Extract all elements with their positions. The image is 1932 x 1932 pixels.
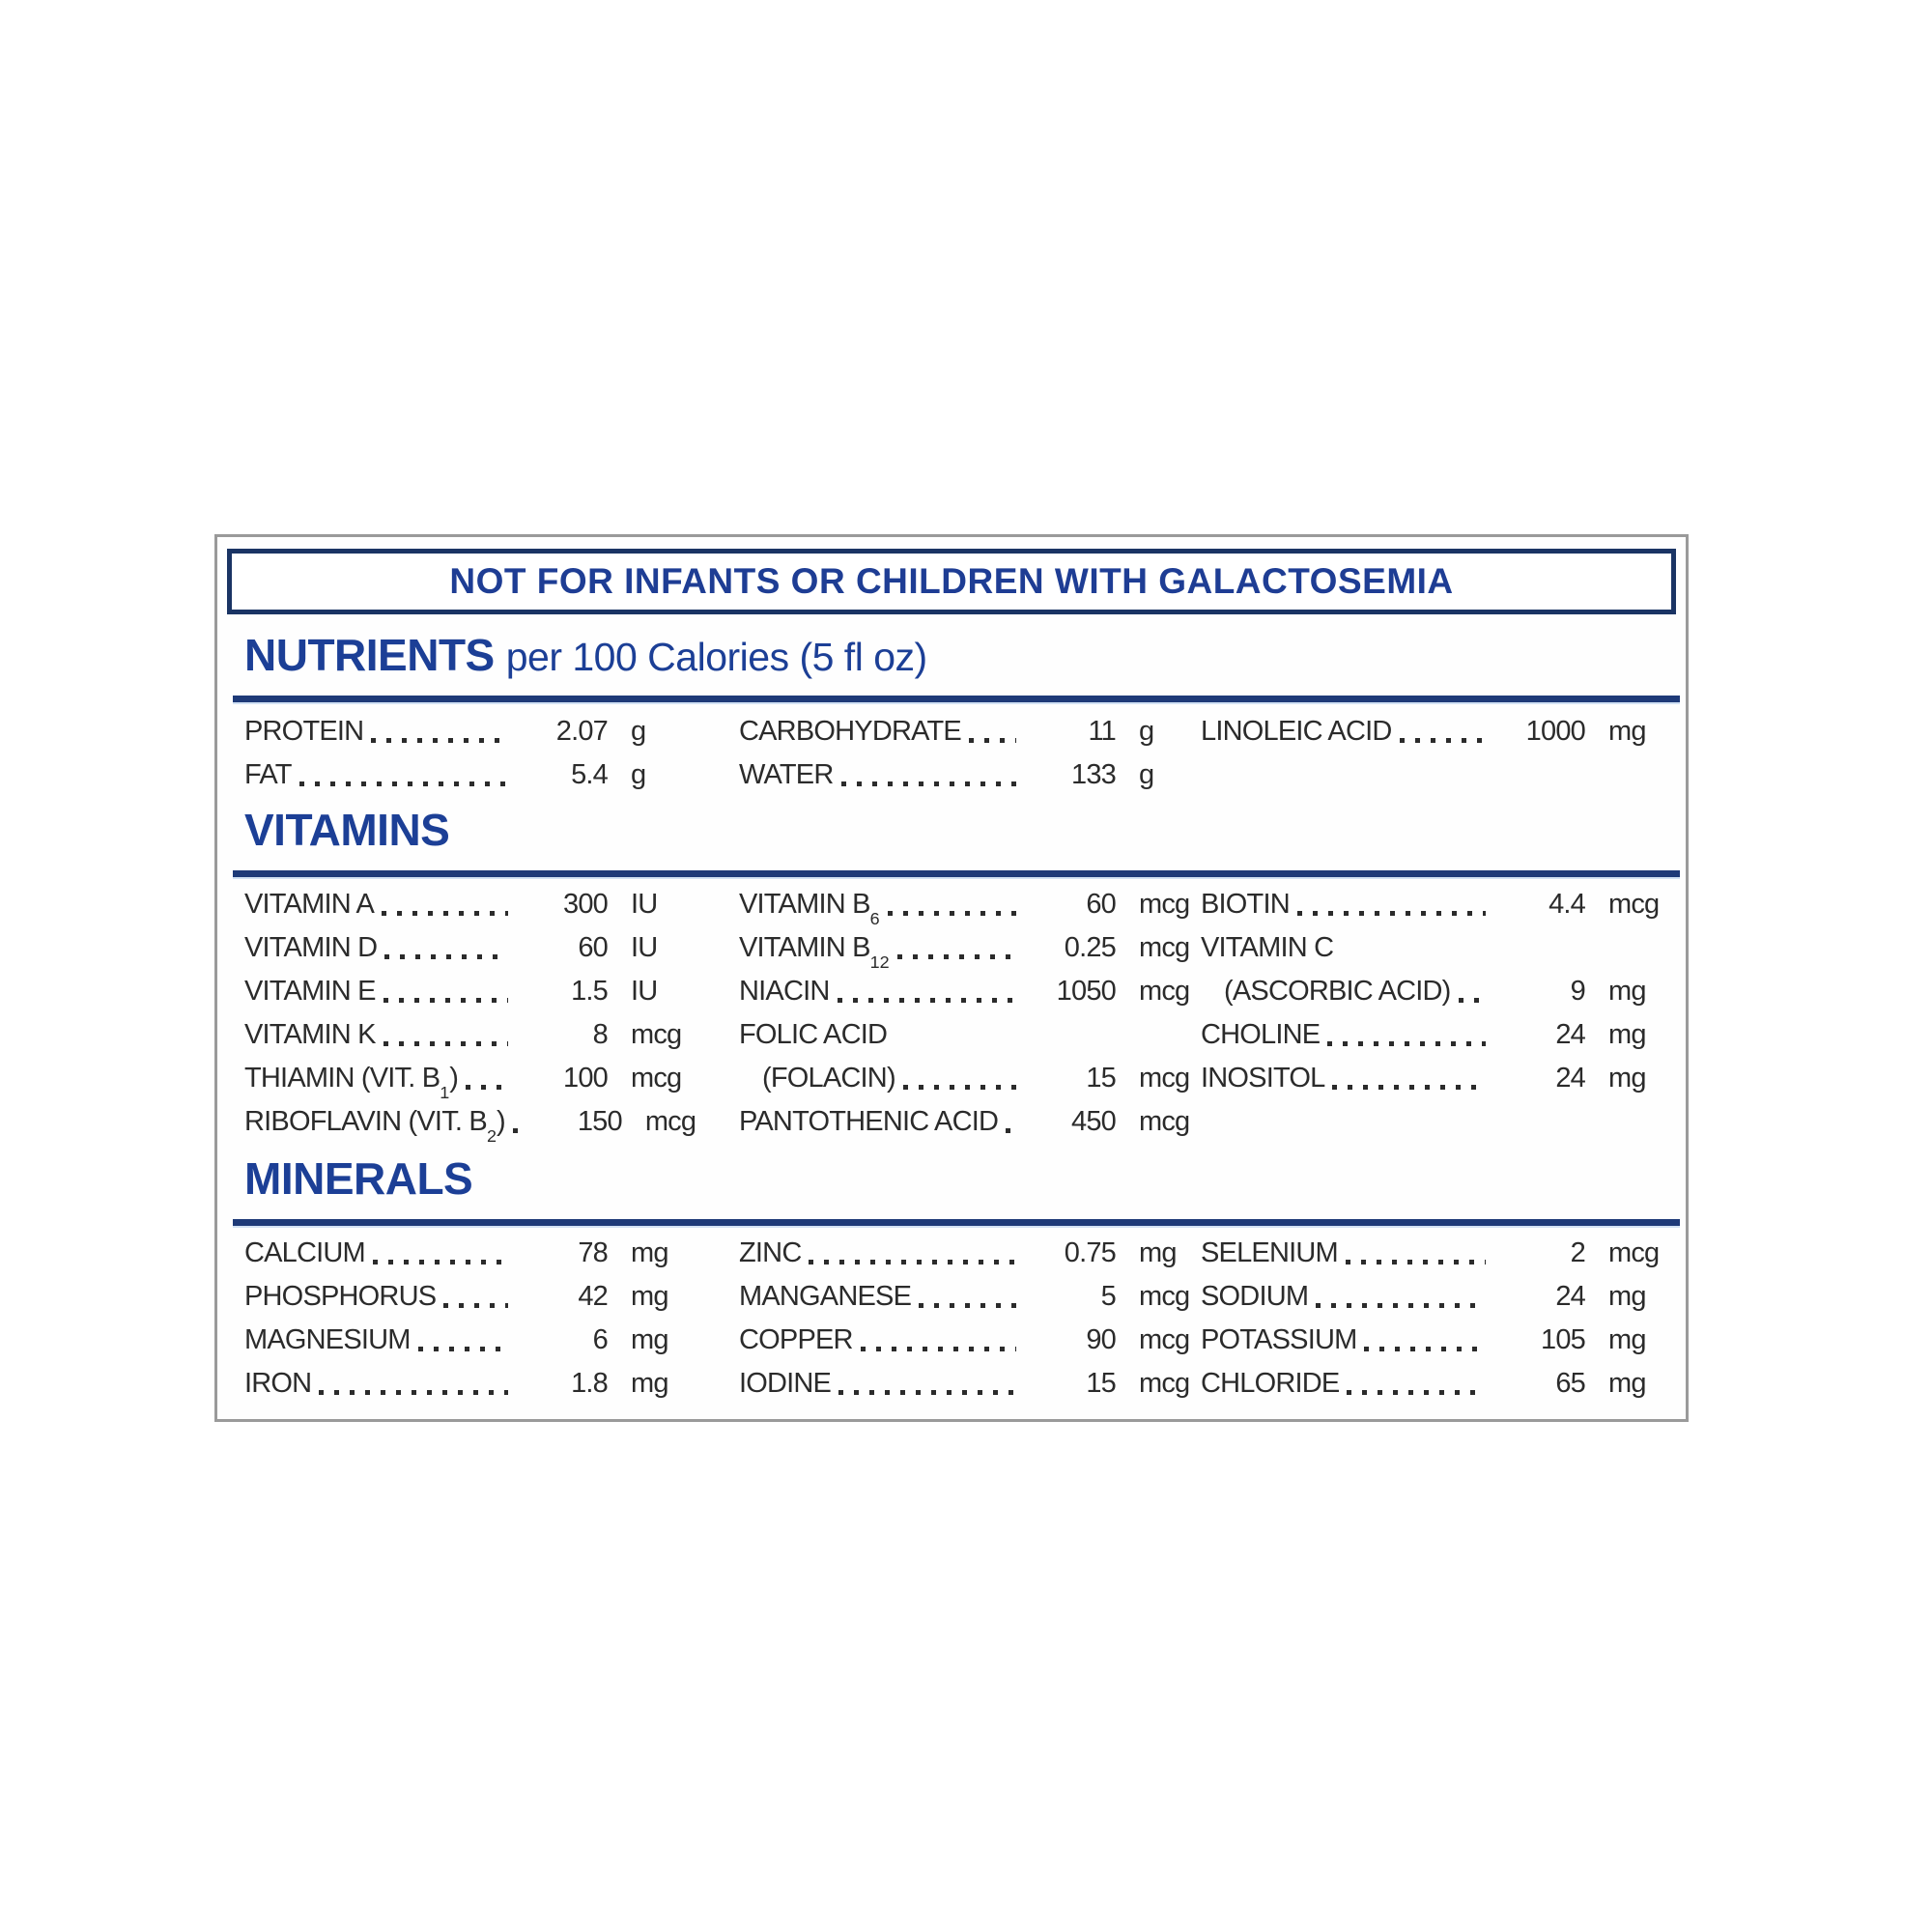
row-value: 15 [1086, 1368, 1116, 1399]
row-value: 4.4 [1548, 889, 1585, 920]
row-label: PROTEIN [244, 716, 364, 747]
section-rule [233, 1219, 1680, 1226]
row-unit: mg [1608, 1281, 1646, 1312]
nutrient-row [739, 710, 1201, 753]
dot-leader [418, 1347, 508, 1351]
row-label: CALCIUM [244, 1237, 365, 1268]
dot-leader [371, 738, 508, 743]
dot-leader [1316, 1303, 1486, 1308]
dot-leader [888, 911, 1016, 916]
dot-leader [466, 1085, 508, 1090]
row-unit: mg [1608, 976, 1646, 1007]
row-unit: mg [1608, 1368, 1646, 1399]
nutrient-row [739, 1057, 1201, 1100]
dot-leader [919, 1303, 1016, 1308]
row-label: NIACIN [739, 976, 830, 1007]
dot-leader [1327, 1041, 1486, 1046]
nutrient-row [244, 1013, 739, 1057]
row-unit: mcg [1139, 1368, 1190, 1399]
dot-leader [443, 1303, 508, 1308]
row-value: 1.8 [571, 1368, 608, 1399]
dot-leader [384, 1041, 508, 1046]
row-unit: mg [631, 1324, 668, 1355]
nutrient-row [244, 1275, 739, 1319]
nutrient-row [1201, 1013, 1670, 1057]
nutrient-row [244, 970, 739, 1013]
label-content [217, 632, 1686, 1406]
row-label: CHLORIDE [1201, 1368, 1340, 1399]
row-value: 5 [1100, 1281, 1116, 1312]
dot-leader [1347, 1390, 1486, 1395]
row-unit: mg [1608, 1063, 1646, 1094]
row-label: CARBOHYDRATE [739, 716, 961, 747]
row-value: 100 [563, 1063, 608, 1094]
row-label: SELENIUM [1201, 1237, 1338, 1268]
row-value: 9 [1570, 976, 1585, 1007]
row-value: 2.07 [555, 716, 608, 747]
row-unit: g [631, 759, 646, 790]
nutrients-column-2 [739, 710, 1201, 797]
nutrient-row [244, 1362, 739, 1406]
row-label: MAGNESIUM [244, 1324, 411, 1355]
nutrient-row [1201, 1057, 1670, 1100]
row-unit: mcg [631, 1063, 682, 1094]
row-label: VITAMIN C [1201, 932, 1334, 963]
dot-leader [1346, 1260, 1486, 1264]
minerals-column-2 [739, 1232, 1201, 1406]
row-unit: mg [1608, 1019, 1646, 1050]
nutrient-row [244, 1057, 739, 1100]
row-unit: mg [631, 1281, 668, 1312]
row-unit: mg [1608, 716, 1646, 747]
row-unit: mcg [631, 1019, 682, 1050]
row-label: IRON [244, 1368, 312, 1399]
row-value: 8 [592, 1019, 608, 1050]
row-unit: IU [631, 889, 658, 920]
vitamins-column-1 [244, 883, 739, 1144]
row-value: 78 [578, 1237, 608, 1268]
dot-leader [299, 781, 508, 786]
row-label: VITAMIN $B_{12}$ [739, 932, 890, 972]
row-value: 105 [1541, 1324, 1585, 1355]
row-label: VITAMIN K [244, 1019, 376, 1050]
vitamins-column-2 [739, 883, 1201, 1144]
row-unit: mg [1139, 1237, 1177, 1268]
row-label: (ASCORBIC ACID) [1224, 976, 1451, 1007]
nutrient-row [739, 753, 1201, 797]
row-value: 0.75 [1064, 1237, 1116, 1268]
nutrient-row [1201, 1362, 1670, 1406]
row-unit: mcg [1608, 1237, 1660, 1268]
row-unit: g [1139, 759, 1154, 790]
row-value: 11 [1088, 716, 1116, 747]
row-value: 60 [1086, 889, 1116, 920]
dot-leader [861, 1347, 1016, 1351]
minerals-column-1 [244, 1232, 739, 1406]
row-value: 2 [1570, 1237, 1585, 1268]
row-value: 300 [563, 889, 608, 920]
nutrient-row [1201, 710, 1670, 753]
row-label: POTASSIUM [1201, 1324, 1357, 1355]
minerals-title: MINERALS [244, 1153, 473, 1204]
row-label: VITAMIN E [244, 976, 376, 1007]
row-value: 24 [1555, 1281, 1585, 1312]
row-unit: mcg [1139, 1106, 1190, 1137]
dot-leader [1006, 1128, 1016, 1133]
row-unit: mcg [1139, 1063, 1190, 1094]
row-value: 1.5 [571, 976, 608, 1007]
section-rule [233, 696, 1680, 702]
nutrient-row [739, 883, 1201, 926]
row-value: 60 [578, 932, 608, 963]
nutrient-row [244, 710, 739, 753]
nutrient-row [739, 1275, 1201, 1319]
row-value: 150 [577, 1106, 622, 1137]
row-unit: mg [631, 1368, 668, 1399]
dot-leader [384, 954, 508, 959]
dot-leader [969, 738, 1016, 743]
nutrient-row [1201, 883, 1670, 926]
row-label: (FOLACIN) [762, 1063, 895, 1094]
nutrient-row [244, 1232, 739, 1275]
row-label: WATER [739, 759, 834, 790]
dot-leader [1332, 1085, 1486, 1090]
row-unit: mcg [1139, 976, 1190, 1007]
row-unit: g [1139, 716, 1154, 747]
nutrient-row [739, 1100, 1201, 1144]
row-label: VITAMIN D [244, 932, 378, 963]
row-unit: IU [631, 932, 658, 963]
minerals-rows [244, 1232, 1670, 1406]
row-unit: mcg [1139, 1324, 1190, 1355]
nutrient-row [739, 1232, 1201, 1275]
galactosemia-warning-banner: NOT FOR INFANTS OR CHILDREN WITH GALACTOSEMIA [227, 549, 1676, 614]
row-unit: mcg [1139, 889, 1190, 920]
nutrient-row [1201, 1319, 1670, 1362]
dot-leader [513, 1128, 523, 1133]
row-label: VITAMIN $B_6$ [739, 889, 880, 928]
dot-leader [903, 1085, 1016, 1090]
nutrient-row [244, 883, 739, 926]
row-label: PHOSPHORUS [244, 1281, 437, 1312]
row-label: THIAMIN (VIT. $B_1$) [244, 1063, 459, 1102]
dot-leader [384, 998, 508, 1003]
dot-leader [841, 781, 1017, 786]
row-label: PANTOTHENIC ACID [739, 1106, 999, 1137]
nutrient-row [244, 753, 739, 797]
dot-leader [382, 911, 508, 916]
row-unit: mcg [644, 1106, 696, 1137]
row-value: 1000 [1525, 716, 1585, 747]
row-value: 90 [1086, 1324, 1116, 1355]
row-value: 1050 [1056, 976, 1116, 1007]
minerals-section-header [244, 1155, 1670, 1213]
row-label: VITAMIN A [244, 889, 375, 920]
row-unit: mcg [1139, 932, 1190, 963]
row-label: INOSITOL [1201, 1063, 1325, 1094]
nutrient-row [739, 1013, 1201, 1057]
row-value: 450 [1071, 1106, 1116, 1137]
nutrients-rows [244, 710, 1670, 797]
nutrient-row [244, 1319, 739, 1362]
nutrient-row [1201, 926, 1670, 970]
row-value: 6 [592, 1324, 608, 1355]
dot-leader [373, 1260, 508, 1264]
row-value: 65 [1555, 1368, 1585, 1399]
vitamins-rows [244, 883, 1670, 1144]
nutrient-row [739, 1319, 1201, 1362]
dot-leader [1297, 911, 1486, 916]
row-label: ZINC [739, 1237, 802, 1268]
nutrients-column-1 [244, 710, 739, 797]
row-unit: mg [1608, 1324, 1646, 1355]
dot-leader [838, 1390, 1016, 1395]
row-label: RIBOFLAVIN (VIT. $B_2$) [244, 1106, 505, 1146]
dot-leader [319, 1390, 508, 1395]
row-label: SODIUM [1201, 1281, 1309, 1312]
nutrient-row [1201, 1232, 1670, 1275]
dot-leader [1459, 998, 1486, 1003]
row-label: MANGANESE [739, 1281, 912, 1312]
row-unit: IU [631, 976, 658, 1007]
minerals-column-3 [1201, 1232, 1670, 1406]
row-label: LINOLEIC ACID [1201, 716, 1392, 747]
vitamins-section-header [244, 807, 1670, 865]
row-value: 24 [1555, 1063, 1585, 1094]
row-unit: g [631, 716, 646, 747]
nutrient-row [244, 926, 739, 970]
row-label: COPPER [739, 1324, 853, 1355]
row-label: BIOTIN [1201, 889, 1290, 920]
dot-leader [809, 1260, 1016, 1264]
dot-leader [897, 954, 1016, 959]
row-unit: mg [631, 1237, 668, 1268]
nutrient-row [739, 970, 1201, 1013]
vitamins-title: VITAMINS [244, 805, 450, 855]
nutrient-row [739, 926, 1201, 970]
dot-leader [1400, 738, 1487, 743]
dot-leader [1364, 1347, 1486, 1351]
nutrients-title: NUTRIENTS [244, 630, 495, 680]
row-unit: mcg [1139, 1281, 1190, 1312]
nutrients-title-suffix: per 100 Calories (5 fl oz) [505, 635, 927, 679]
nutrition-label [214, 534, 1689, 1422]
section-rule [233, 870, 1680, 877]
row-value: 24 [1555, 1019, 1585, 1050]
row-label: CHOLINE [1201, 1019, 1321, 1050]
nutrient-row [739, 1362, 1201, 1406]
row-value: 0.25 [1064, 932, 1116, 963]
nutrients-column-3 [1201, 710, 1670, 797]
row-value: 5.4 [571, 759, 608, 790]
nutrients-section-header [244, 632, 1670, 690]
nutrient-row [1201, 970, 1670, 1013]
row-value: 15 [1086, 1063, 1116, 1094]
dot-leader [838, 998, 1017, 1003]
row-unit: mcg [1608, 889, 1660, 920]
row-value: 133 [1071, 759, 1116, 790]
row-label: FOLIC ACID [739, 1019, 888, 1050]
vitamins-column-3 [1201, 883, 1670, 1144]
nutrient-row [1201, 1275, 1670, 1319]
row-label: FAT [244, 759, 292, 790]
row-value: 42 [578, 1281, 608, 1312]
nutrient-row [244, 1100, 739, 1144]
row-label: IODINE [739, 1368, 832, 1399]
